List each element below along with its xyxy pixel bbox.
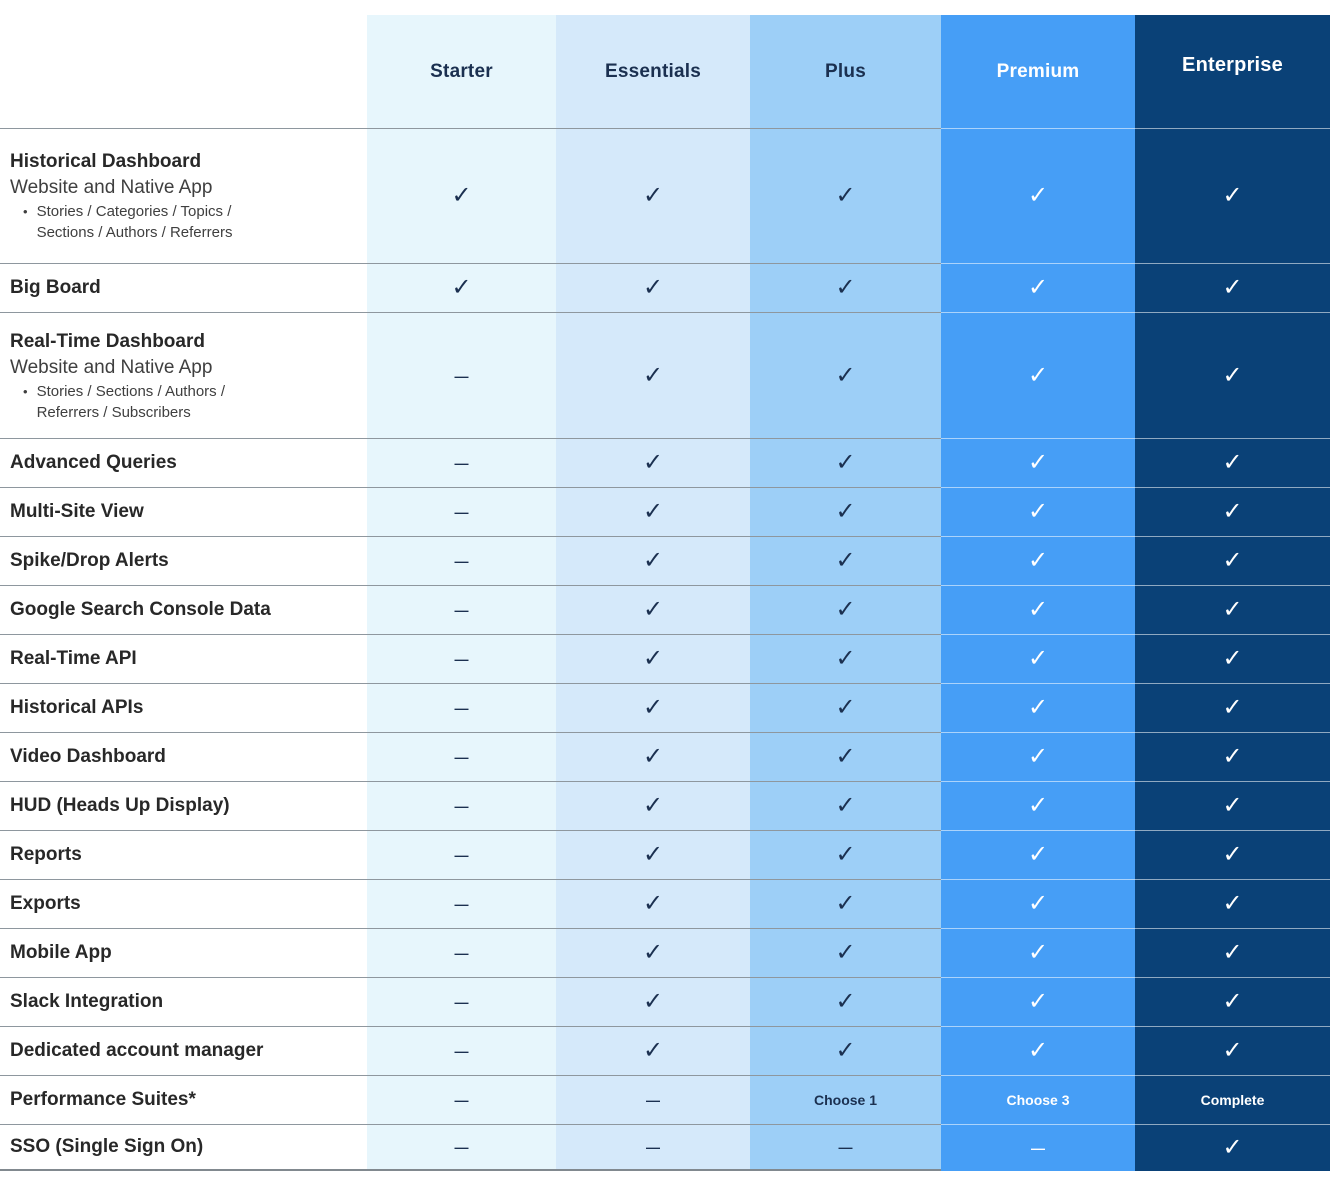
check-icon: ✓ (1222, 596, 1243, 623)
check-icon: ✓ (1222, 361, 1243, 389)
cell-enterprise (1135, 438, 1330, 487)
feature-label (0, 928, 367, 977)
cell-essentials (556, 312, 750, 438)
dash-icon: — (454, 504, 469, 520)
cell-starter (367, 977, 556, 1026)
cell-premium (941, 585, 1135, 634)
check-icon: ✓ (642, 498, 664, 525)
cell-enterprise (1135, 879, 1330, 928)
check-icon: ✓ (1027, 645, 1049, 672)
plan-header-essentials (556, 15, 750, 128)
cell-enterprise (1135, 1124, 1330, 1171)
check-icon: ✓ (835, 547, 856, 574)
plan-name: Starter (430, 60, 493, 82)
dash-icon: — (454, 994, 469, 1010)
cell-plus (750, 536, 941, 585)
check-icon: ✓ (835, 939, 856, 966)
cell-enterprise (1135, 928, 1330, 977)
dash-icon: — (454, 1139, 469, 1155)
cell-essentials (556, 585, 750, 634)
dash-icon: — (454, 455, 469, 471)
plan-name: Essentials (605, 60, 701, 82)
cell-plus (750, 128, 941, 263)
feature-bullet (10, 381, 275, 423)
check-icon: ✓ (642, 645, 664, 672)
feature-label (0, 585, 367, 634)
feature-row-video-dashboard (0, 732, 1330, 781)
check-icon: ✓ (835, 743, 856, 770)
dash-icon: — (454, 367, 469, 384)
feature-row-real-time-dashboard (0, 312, 1330, 438)
cell-plus (750, 1075, 941, 1124)
cell-essentials (556, 634, 750, 683)
cell-premium (941, 487, 1135, 536)
feature-label (0, 536, 367, 585)
feature-label (0, 312, 367, 438)
bullet-text: Stories / Categories / Topics / Sections / Authors / Referrers (36, 203, 233, 241)
cell-plus (750, 830, 941, 879)
cell-starter (367, 928, 556, 977)
plan-header-enterprise (1135, 15, 1330, 128)
feature-title: Advanced Queries (10, 452, 177, 473)
cell-enterprise (1135, 732, 1330, 781)
cell-essentials (556, 683, 750, 732)
check-icon: ✓ (835, 841, 856, 868)
plan-header-row (0, 15, 1330, 128)
feature-title: HUD (Heads Up Display) (10, 795, 230, 816)
bullet-icon: • (23, 204, 28, 219)
check-icon: ✓ (642, 743, 664, 770)
check-icon: ✓ (1222, 792, 1243, 819)
feature-label (0, 263, 367, 312)
check-icon: ✓ (451, 274, 472, 301)
cell-enterprise (1135, 781, 1330, 830)
check-icon: ✓ (642, 841, 664, 868)
check-icon: ✓ (1222, 988, 1243, 1015)
feature-row-historical-dashboard (0, 128, 1330, 263)
cell-essentials (556, 536, 750, 585)
dash-icon: — (838, 1139, 853, 1155)
check-icon: ✓ (1222, 645, 1243, 672)
cell-starter (367, 683, 556, 732)
cell-essentials (556, 977, 750, 1026)
feature-label (0, 732, 367, 781)
feature-row-dedicated-account-manager (0, 1026, 1330, 1075)
feature-title: Real-Time Dashboard (10, 330, 205, 352)
cell-plus (750, 928, 941, 977)
feature-row-exports (0, 879, 1330, 928)
bullet-icon: • (23, 383, 28, 399)
check-icon: ✓ (642, 449, 664, 476)
bullet-text: Stories / Sections / Authors / Referrers / Subscribers (36, 382, 225, 421)
feature-row-multi-site-view (0, 487, 1330, 536)
check-icon: ✓ (835, 694, 856, 721)
feature-title: Multi-Site View (10, 501, 144, 522)
cell-premium (941, 683, 1135, 732)
dash-icon: — (454, 945, 469, 961)
cell-premium (941, 928, 1135, 977)
check-icon: ✓ (642, 547, 664, 574)
cell-enterprise (1135, 1075, 1330, 1124)
cell-enterprise (1135, 1026, 1330, 1075)
check-icon: ✓ (642, 890, 664, 917)
cell-essentials (556, 128, 750, 263)
feature-title: Spike/Drop Alerts (10, 550, 169, 571)
cell-premium (941, 536, 1135, 585)
cell-starter (367, 487, 556, 536)
feature-row-big-board (0, 263, 1330, 312)
cell-premium (941, 781, 1135, 830)
check-icon: ✓ (642, 694, 664, 721)
cell-essentials (556, 1075, 750, 1124)
cell-essentials (556, 487, 750, 536)
dash-icon: — (1031, 1140, 1045, 1156)
cell-essentials (556, 781, 750, 830)
cell-starter (367, 536, 556, 585)
feature-label (0, 879, 367, 928)
check-icon: ✓ (642, 792, 664, 819)
feature-row-performance-suites (0, 1075, 1330, 1124)
cell-premium (941, 1075, 1135, 1124)
cell-starter (367, 830, 556, 879)
cell-plus (750, 1124, 941, 1171)
feature-row-mobile-app (0, 928, 1330, 977)
feature-bullet (10, 201, 275, 243)
cell-plus (750, 977, 941, 1026)
feature-title: Reports (10, 844, 82, 865)
cell-enterprise (1135, 977, 1330, 1026)
cell-essentials (556, 1026, 750, 1075)
check-icon: ✓ (1027, 596, 1049, 623)
cell-starter (367, 1026, 556, 1075)
cell-starter (367, 585, 556, 634)
cell-plus (750, 683, 941, 732)
check-icon: ✓ (1222, 743, 1243, 770)
cell-plus (750, 263, 941, 312)
feature-label (0, 1124, 367, 1171)
check-icon: ✓ (1027, 274, 1049, 301)
check-icon: ✓ (1027, 361, 1049, 389)
cell-essentials (556, 732, 750, 781)
feature-title: Exports (10, 893, 81, 914)
cell-starter (367, 438, 556, 487)
check-icon: ✓ (1027, 841, 1049, 868)
cell-premium (941, 263, 1135, 312)
cell-premium (941, 879, 1135, 928)
feature-label (0, 781, 367, 830)
dash-icon: — (454, 1043, 469, 1059)
cell-premium (941, 1124, 1135, 1171)
dash-icon: — (454, 651, 469, 667)
check-icon: ✓ (642, 596, 664, 623)
cell-plus (750, 732, 941, 781)
feature-title: SSO (Single Sign On) (10, 1136, 204, 1157)
dash-icon: — (454, 1092, 469, 1108)
cell-enterprise (1135, 536, 1330, 585)
check-icon: ✓ (1222, 1037, 1243, 1064)
dash-icon: — (454, 896, 469, 912)
dash-icon: — (454, 749, 469, 765)
cell-enterprise (1135, 585, 1330, 634)
feature-title: Video Dashboard (10, 746, 166, 767)
feature-label (0, 438, 367, 487)
cell-plus (750, 585, 941, 634)
dash-icon: — (454, 847, 469, 863)
check-icon: ✓ (835, 498, 856, 525)
check-icon: ✓ (1222, 841, 1243, 868)
cell-enterprise (1135, 683, 1330, 732)
cell-premium (941, 977, 1135, 1026)
cell-plus (750, 781, 941, 830)
feature-label (0, 683, 367, 732)
feature-label (0, 1075, 367, 1124)
check-icon: ✓ (1027, 449, 1049, 476)
feature-title: Mobile App (10, 942, 112, 963)
feature-row-sso-single-sign-on (0, 1124, 1330, 1171)
plan-name: Plus (825, 60, 866, 82)
check-icon: ✓ (1222, 547, 1243, 574)
cell-enterprise (1135, 634, 1330, 683)
check-icon: ✓ (835, 361, 856, 389)
feature-label (0, 1026, 367, 1075)
check-icon: ✓ (835, 1037, 856, 1064)
dash-icon: — (646, 1092, 660, 1108)
feature-row-hud-heads-up-display (0, 781, 1330, 830)
feature-label (0, 128, 367, 263)
check-icon: ✓ (835, 792, 856, 819)
cell-starter (367, 634, 556, 683)
dash-icon: — (454, 602, 469, 618)
check-icon: ✓ (1027, 890, 1049, 917)
check-icon: ✓ (1222, 939, 1243, 966)
cell-starter (367, 1075, 556, 1124)
check-icon: ✓ (1027, 743, 1049, 770)
cell-premium (941, 830, 1135, 879)
check-icon: ✓ (1027, 547, 1049, 574)
check-icon: ✓ (1222, 449, 1243, 476)
feature-title: Dedicated account manager (10, 1040, 264, 1061)
feature-row-spike-drop-alerts (0, 536, 1330, 585)
cell-starter (367, 128, 556, 263)
cell-starter (367, 732, 556, 781)
dash-icon: — (454, 553, 469, 569)
check-icon: ✓ (451, 182, 472, 209)
cell-essentials (556, 879, 750, 928)
feature-subtitle: Website and Native App (10, 177, 213, 198)
feature-label (0, 634, 367, 683)
cell-essentials (556, 263, 750, 312)
cell-starter (367, 879, 556, 928)
feature-label (0, 977, 367, 1026)
cell-premium (941, 732, 1135, 781)
plan-name: Premium (996, 60, 1080, 82)
check-icon: ✓ (1222, 182, 1243, 209)
feature-title: Historical APIs (10, 697, 144, 718)
check-icon: ✓ (1222, 890, 1243, 917)
plan-header-plus (750, 15, 941, 128)
feature-row-advanced-queries (0, 438, 1330, 487)
cell-premium (941, 634, 1135, 683)
cell-plus (750, 487, 941, 536)
check-icon: ✓ (835, 645, 856, 672)
plan-header-starter (367, 15, 556, 128)
check-icon: ✓ (835, 890, 856, 917)
cell-premium (941, 128, 1135, 263)
cell-essentials (556, 1124, 750, 1171)
plan-header-premium (941, 15, 1135, 128)
check-icon: ✓ (1222, 274, 1243, 301)
check-icon: ✓ (1222, 1134, 1243, 1161)
feature-row-reports (0, 830, 1330, 879)
check-icon: ✓ (642, 939, 664, 966)
cell-enterprise (1135, 487, 1330, 536)
cell-enterprise (1135, 128, 1330, 263)
dash-icon: — (454, 798, 469, 814)
cell-enterprise (1135, 830, 1330, 879)
feature-row-historical-apis (0, 683, 1330, 732)
feature-label (0, 487, 367, 536)
feature-title: Slack Integration (10, 991, 164, 1012)
check-icon: ✓ (642, 361, 664, 389)
feature-row-real-time-api (0, 634, 1330, 683)
cell-essentials (556, 928, 750, 977)
check-icon: ✓ (835, 988, 856, 1015)
cell-plus (750, 879, 941, 928)
check-icon: ✓ (1027, 498, 1049, 525)
check-icon: ✓ (1222, 694, 1243, 721)
check-icon: ✓ (1027, 939, 1049, 966)
check-icon: ✓ (642, 1037, 664, 1064)
check-icon: ✓ (1027, 792, 1049, 819)
check-icon: ✓ (1222, 498, 1243, 525)
cell-plus (750, 312, 941, 438)
check-icon: ✓ (835, 596, 856, 623)
check-icon: ✓ (642, 182, 664, 209)
cell-essentials (556, 830, 750, 879)
cell-plus (750, 634, 941, 683)
cell-premium (941, 312, 1135, 438)
cell-label: Choose 3 (1006, 1092, 1070, 1108)
cell-premium (941, 438, 1135, 487)
cell-starter (367, 781, 556, 830)
check-icon: ✓ (835, 182, 856, 209)
dash-icon: — (646, 1139, 660, 1155)
cell-premium (941, 1026, 1135, 1075)
check-icon: ✓ (1027, 182, 1049, 209)
feature-row-google-search-console-data (0, 585, 1330, 634)
feature-title: Big Board (10, 277, 101, 298)
check-icon: ✓ (1027, 694, 1049, 721)
cell-plus (750, 1026, 941, 1075)
check-icon: ✓ (642, 274, 664, 301)
feature-title: Google Search Console Data (10, 599, 271, 620)
feature-title: Historical Dashboard (10, 151, 202, 172)
check-icon: ✓ (642, 988, 664, 1015)
feature-title: Performance Suites* (10, 1089, 196, 1110)
cell-starter (367, 312, 556, 438)
dash-icon: — (454, 700, 469, 716)
cell-starter (367, 1124, 556, 1171)
plan-name: Enterprise (1182, 54, 1283, 76)
cell-label: Choose 1 (813, 1092, 877, 1108)
row-label-spacer (0, 15, 367, 128)
check-icon: ✓ (1027, 1037, 1049, 1064)
check-icon: ✓ (835, 449, 856, 476)
feature-title: Real-Time API (10, 648, 137, 669)
cell-plus (750, 438, 941, 487)
feature-label (0, 830, 367, 879)
cell-label: Complete (1200, 1092, 1265, 1108)
cell-starter (367, 263, 556, 312)
feature-subtitle: Website and Native App (10, 356, 213, 378)
check-icon: ✓ (835, 274, 856, 301)
check-icon: ✓ (1027, 988, 1049, 1015)
feature-row-slack-integration (0, 977, 1330, 1026)
cell-essentials (556, 438, 750, 487)
cell-enterprise (1135, 263, 1330, 312)
cell-enterprise (1135, 312, 1330, 438)
